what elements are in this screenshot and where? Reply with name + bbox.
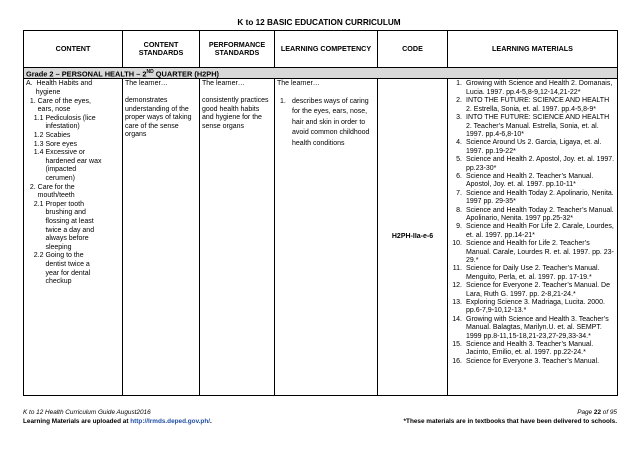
material-text: Science for Everyone 3. Teacher’s Manual. — [466, 357, 600, 365]
footer-page-of: of 95 — [601, 409, 617, 416]
content-item: twice a day and — [26, 226, 95, 234]
content-item: (impacted — [26, 166, 77, 174]
material-num: 11. — [452, 265, 462, 273]
footer-page — [577, 409, 617, 416]
content-item: 2. Care for the — [26, 183, 75, 191]
content-item: ears, nose — [26, 106, 71, 114]
curriculum-table — [23, 30, 618, 396]
content-item: 2.1 Proper tooth — [26, 200, 84, 208]
content-item: mouth/teeth — [26, 192, 75, 200]
header-learning-competency: LEARNING COMPETENCY — [275, 31, 378, 68]
content-item: flossing at least — [26, 217, 94, 225]
material-item — [450, 223, 615, 240]
material-num: 9. — [456, 223, 462, 231]
material-item — [450, 173, 615, 190]
material-item — [450, 114, 615, 139]
material-text: Science and Health Today 2. Teacher’s Manual. Apolinario, Nenita. 1997 pp.25-32* — [466, 206, 614, 222]
material-item — [450, 282, 615, 299]
material-num: 12. — [452, 282, 462, 290]
footer-guide: K to 12 Health Curriculum Guide August2016 — [23, 409, 151, 416]
content-item: year for dental — [26, 269, 91, 277]
content-item: 1.3 Sore eyes — [26, 140, 77, 148]
material-item — [450, 358, 615, 366]
content-item: dentist twice a — [26, 260, 90, 268]
header-content-standards: CONTENT STANDARDS — [123, 31, 200, 68]
content-item: brushing and — [26, 209, 86, 217]
header-performance-standards: PERFORMANCE STANDARDS — [200, 31, 275, 68]
content-list — [26, 80, 120, 286]
material-item — [450, 341, 615, 358]
material-text: Science Around Us 2. Garcia, Ligaya, et. al. 1997. pp.19-22* — [466, 139, 602, 155]
learning-competency-num: 1. — [280, 98, 286, 106]
content-item: hardened ear wax — [26, 157, 102, 165]
material-num: 16. — [452, 357, 462, 365]
material-num: 2. — [456, 97, 462, 105]
grade-row — [24, 68, 618, 79]
content-item: 1.2 Scabies — [26, 132, 71, 140]
material-item — [450, 139, 615, 156]
content-standard-cell — [123, 79, 200, 396]
material-num: 4. — [456, 139, 462, 147]
learning-materials-cell — [448, 79, 618, 396]
code-cell: H2PH-IIa-e-6 — [378, 79, 448, 396]
content-item: 1. Care of the eyes, — [26, 97, 91, 105]
performance-standard-lead: The learner… — [202, 80, 245, 88]
footer-upload-suffix: . — [210, 418, 212, 425]
grade-suffix: QUARTER (H2PH) — [153, 69, 220, 79]
content-item: 1.1 Pediculosis (lice — [26, 114, 96, 122]
material-num: 7. — [456, 189, 462, 197]
learning-competency-cell — [275, 79, 378, 396]
material-text: Growing with Science and Health 2. Domanais, Lucia. 1997. pp.4-5,8-9,12-14,21-22* — [466, 80, 613, 96]
material-num: 14. — [452, 315, 462, 323]
content-row — [24, 79, 618, 396]
content-item: sleeping — [26, 243, 72, 251]
content-standard-text: demonstrates understanding of the proper ways of taking care of the sense organs — [125, 97, 192, 139]
material-item — [450, 97, 615, 114]
material-num: 6. — [456, 172, 462, 180]
material-item — [450, 299, 615, 316]
material-text: Science for Everyone 2. Teacher’s Manual. De Lara, Ruth G. 1997. pp. 2-8,21-24.* — [466, 282, 610, 298]
material-num: 3. — [456, 114, 462, 122]
material-text: INTO THE FUTURE: SCIENCE AND HEALTH 2. Estrella, Sonia, et. al. 1997. pp.4-5,8-9* — [466, 97, 610, 113]
content-item: hygiene — [26, 89, 61, 97]
material-item — [450, 156, 615, 173]
material-num: 8. — [456, 206, 462, 214]
material-item — [450, 316, 615, 341]
material-item — [450, 80, 615, 97]
performance-standard-text: consistently practices good health habits and hygiene for the sense organs — [202, 97, 269, 130]
grade-sup: ND — [146, 69, 154, 75]
materials-list — [450, 80, 615, 366]
content-item: infestation) — [26, 123, 80, 131]
material-text: Science and Health 3. Teacher’s Manual. Jacinto, Emilio, et. al. 1997. pp.22-24.* — [466, 341, 594, 357]
material-text: Science and Health 2. Apostol, Joy. et. al. 1997. pp.23-30* — [466, 156, 615, 172]
material-text: Science and Health for Life 2. Teacher’s Manual. Carale, Lourdes R. et. al. 1997. pp. 23-29.* — [466, 240, 614, 264]
grade-prefix: Grade 2 – PERSONAL HEALTH – 2 — [26, 69, 147, 79]
learning-competency-lead: The learner… — [277, 80, 320, 88]
header-learning-materials: LEARNING MATERIALS — [448, 31, 618, 68]
material-item — [450, 265, 615, 282]
learning-competency-text: describes ways of caring for the eyes, ears, nose, hair and skin in order to avoid common childhood health conditions — [292, 98, 370, 147]
material-text: Science and Health Today 2. Apolinario, Nenita. 1997 pp. 29-35* — [466, 189, 614, 206]
content-cell — [24, 79, 123, 396]
footer-upload-note — [23, 418, 212, 425]
content-item: 1.4 Excessive or — [26, 149, 86, 157]
content-item: 2.2 Going to the — [26, 252, 84, 260]
material-num: 15. — [452, 341, 462, 349]
performance-standard-cell — [200, 79, 275, 396]
document-title: K to 12 BASIC EDUCATION CURRICULUM — [237, 18, 401, 27]
footer-textbook-note: *These materials are in textbooks that have been delivered to schools. — [403, 418, 617, 425]
material-text: Exploring Science 3. Madriaga, Lucita. 2000. pp.6-7,9-10,12-13.* — [466, 299, 605, 315]
content-standard-lead: The learner… — [125, 80, 168, 88]
header-row — [24, 31, 618, 68]
footer-upload-prefix: Learning Materials are uploaded at — [23, 418, 131, 425]
material-text: Science and Health For Life 2. Carale, Lourdes, et. al. 1997. pp.14-21* — [466, 223, 614, 239]
learning-competency-item — [277, 97, 375, 149]
grade-heading — [24, 68, 618, 79]
material-num: 10. — [452, 240, 462, 248]
footer-page-label: Page — [577, 409, 594, 416]
content-item: checkup — [26, 278, 72, 286]
content-item: cerumen) — [26, 175, 76, 182]
header-content: CONTENT — [24, 31, 123, 68]
material-text: Growing with Science and Health 3. Teacher’s Manual. Balagtas, Marilyn.U. et. al. SEMPT. 1999 pp.8-11,15-18,21-23,27-29,33-34.* — [466, 315, 609, 340]
footer-upload-link[interactable]: http://lrmds.deped.gov.ph/ — [130, 418, 211, 425]
footer-page-num: 22 — [593, 409, 601, 416]
material-num: 5. — [456, 156, 462, 164]
content-item: always before — [26, 235, 89, 243]
material-text: Science for Daily Use 2. Teacher’s Manual. Menguito, Perla, et. al. 1997. pp. 17-19.* — [466, 265, 600, 281]
material-item — [450, 190, 615, 207]
material-item — [450, 207, 615, 224]
material-item — [450, 240, 615, 265]
material-text: Science and Health 2. Teacher’s Manual. Apostol, Joy. et. al. 1997. pp.10-11* — [466, 172, 594, 189]
header-code: CODE — [378, 31, 448, 68]
material-num: 13. — [452, 299, 462, 307]
content-item: A. Health Habits and — [26, 80, 93, 88]
material-num: 1. — [456, 80, 462, 88]
material-text: INTO THE FUTURE: SCIENCE AND HEALTH 2. Teacher’s Manual. Estrella, Sonia, et. al. 1997. pp.4-6,8-10* — [466, 114, 610, 138]
